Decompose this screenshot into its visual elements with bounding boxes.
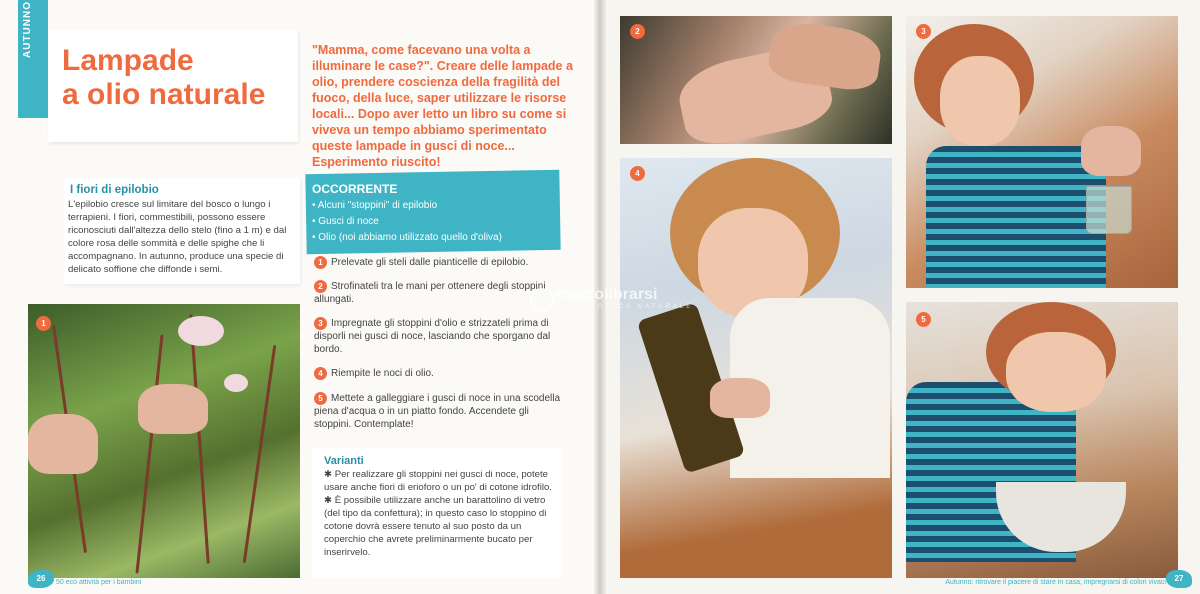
step-text: Strofinateli tra le mani per ottenere degli stoppini allungati. (314, 281, 546, 306)
hand (710, 378, 770, 418)
watermark-subtitle: BIBLIOTECA NATURALE (568, 304, 694, 310)
step-number: 2 (314, 280, 327, 293)
occorrente-item: • Olio (noi abbiamo utilizzato quello d'oliva) (312, 230, 502, 246)
child-face (940, 56, 1020, 146)
section-tab (18, 0, 48, 118)
step-item (314, 367, 564, 380)
epilobio-flower (224, 374, 248, 392)
child-face (1006, 332, 1106, 412)
photo-epilobio (28, 304, 300, 578)
step-item (314, 280, 564, 306)
fiori-title: I fiori di epilobio (70, 184, 159, 196)
step-text: Mettete a galleggiare i gusci di noce in una scodella piena d'acqua o in un piatto fondo. Accendete gli stoppini. Contemplate! (314, 392, 561, 430)
varianti-item: ✱ È possibile utilizzare anche un barattolino di vetro (del tipo da confettura); in questo caso lo stoppino di cotone dovrà essere tenuto al suo posto da un coperchio che avrete preliminarmente bucato per inserirvelo. (324, 495, 547, 558)
photo-badge: 3 (916, 24, 931, 39)
fiori-text: L'epilobio cresce sul limitare del bosco o lungo i terrapieni. I fiori, commestibili, possono essere riconosciuti dall'altezza dello stelo (fino a 1 m) e dal colore rosa delle sommità e delle spighe che li accompagnano. In autunno, produce una specie di delicato soffione che diffonde i semi. (68, 199, 287, 275)
glass-jar (1086, 186, 1132, 234)
photo-badge: 4 (630, 166, 645, 181)
hand (28, 414, 98, 474)
step-item (314, 317, 564, 356)
page-number-right: 27 (1166, 570, 1192, 588)
title-line-2: a olio naturale (62, 78, 266, 111)
step-number: 5 (314, 392, 327, 405)
watermark (532, 286, 657, 304)
step-item (314, 256, 564, 269)
step-item (314, 392, 564, 431)
footer-right: Autunno: ritrovare il piacere di stare in casa, impregnarsi di colori vivaci (945, 579, 1166, 586)
photo-child-bowl (906, 302, 1178, 578)
occorrente-list (312, 198, 502, 246)
watermark-text: macrolibrarsi (556, 286, 658, 303)
step-text: Impregnate gli stoppini d'olio e strizzateli prima di disporli nei gusci di noce, lasciando che sporgano dal bordo. (314, 318, 551, 356)
hand (1081, 126, 1141, 176)
footer-left: 50 eco attività per i bambini (56, 579, 142, 586)
photo-badge: 2 (630, 24, 645, 39)
photo-child-bottle (620, 158, 892, 578)
occorrente-item: • Gusci di noce (312, 214, 502, 230)
steps-list (314, 256, 564, 442)
varianti-title: Varianti (324, 455, 364, 467)
step-number: 4 (314, 367, 327, 380)
plant-stem (243, 345, 277, 563)
varianti-text (324, 468, 554, 559)
varianti-item: ✱ Per realizzare gli stoppini nei gusci di noce, potete usare anche fiori di erioforo o un po' di cotone idrofilo. (324, 469, 552, 493)
occorrente-item: • Alcuni "stoppini" di epilobio (312, 198, 502, 214)
plant-stem (189, 314, 209, 564)
section-tab-label: AUTUNNO (22, 1, 33, 58)
epilobio-flower (178, 316, 224, 346)
title-line-1: Lampade (62, 44, 194, 77)
photo-badge: 5 (916, 312, 931, 327)
photo-hands (620, 16, 892, 144)
step-number: 1 (314, 256, 327, 269)
page-number-left: 26 (28, 570, 54, 588)
photo-badge: 1 (36, 316, 51, 331)
photo-child-glass (906, 16, 1178, 288)
step-number: 3 (314, 317, 327, 330)
step-text: Riempite le noci di olio. (331, 368, 434, 380)
child-shirt (926, 146, 1106, 288)
page-title (62, 44, 292, 112)
step-text: Prelevate gli steli dalle pianticelle di epilobio. (331, 257, 529, 269)
occorrente-title: OCCORRENTE (312, 182, 398, 196)
hand (138, 384, 208, 434)
intro-quote: "Mamma, come facevano una volta a illuminare le case?". Creare delle lampade a olio, prendere coscienza della fragilità del fuoco, della luce, saper utilizzare le risorse locali... Dopo aver letto un libro su come si viveva un tempo abbiamo sperimentato queste lampade in gusci di noce... Esperimento riuscito! (312, 43, 573, 169)
plant-stem (135, 335, 163, 574)
